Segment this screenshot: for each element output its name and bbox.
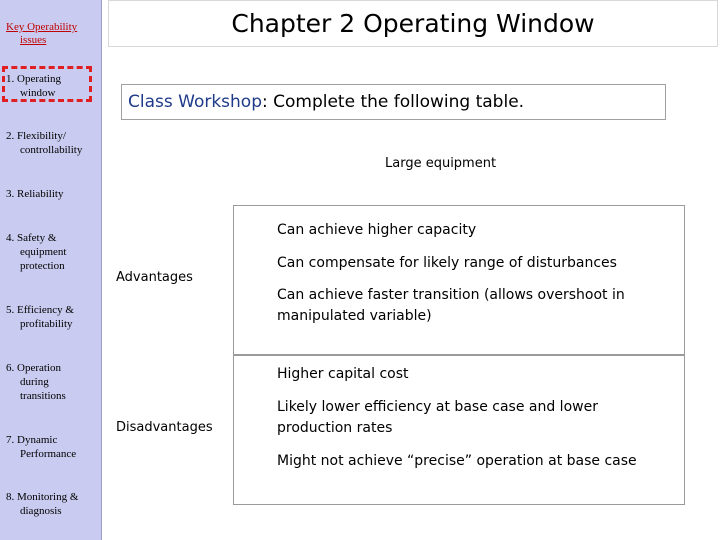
table-column-header: Large equipment — [385, 156, 497, 171]
sidebar-item-label-cont: diagnosis — [20, 505, 62, 517]
sidebar-item-dynamic-performance[interactable] — [6, 433, 76, 461]
sidebar-item-efficiency[interactable] — [6, 303, 74, 331]
sidebar-item-label-cont: controllability — [20, 144, 83, 156]
sidebar — [0, 0, 102, 540]
sidebar-item-safety[interactable] — [6, 231, 66, 273]
sidebar-item-label: 5. Efficiency & — [6, 304, 74, 316]
sidebar-item-label-cont: window — [20, 87, 56, 99]
sidebar-item-label-cont: profitability — [20, 318, 73, 330]
sidebar-item-label: 6. Operation — [6, 362, 61, 374]
sidebar-item-label-cont2: protection — [20, 260, 65, 272]
sidebar-item-label: 8. Monitoring & — [6, 491, 79, 503]
advantage-item: Can achieve higher capacity — [277, 222, 477, 238]
sidebar-item-transitions[interactable] — [6, 361, 66, 403]
sidebar-item-label-cont: equipment — [20, 246, 67, 258]
sidebar-item-monitoring[interactable] — [6, 490, 78, 518]
sidebar-item-flexibility[interactable] — [6, 129, 82, 157]
sidebar-item-label-cont: Performance — [20, 448, 77, 460]
disadvantages-label: Disadvantages — [116, 420, 213, 435]
sidebar-item-label-cont: during — [20, 376, 49, 388]
sidebar-item-label: 7. Dynamic — [6, 434, 58, 446]
disadvantage-item: Might not achieve “precise” operation at base case — [277, 453, 637, 469]
sidebar-item-label: 3. Reliability — [6, 188, 64, 200]
sidebar-title-line1: Key Operability — [6, 21, 78, 33]
disadvantage-item: Likely lower efficiency at base case and lower production rates — [277, 399, 598, 436]
disadvantage-item: Higher capital cost — [277, 366, 409, 382]
workshop-prompt — [121, 84, 666, 120]
workshop-highlight: Class Workshop — [128, 92, 262, 112]
sidebar-item-label: 1. Operating — [6, 73, 61, 85]
advantage-item: Can achieve faster transition (allows overshoot in manipulated variable) — [277, 287, 625, 324]
workshop-text: : Complete the following table. — [262, 92, 525, 112]
sidebar-item-label: 4. Safety & — [6, 232, 57, 244]
advantages-label: Advantages — [116, 270, 193, 285]
sidebar-title — [6, 21, 77, 47]
sidebar-item-label: 2. Flexibility/ — [6, 130, 66, 142]
sidebar-item-reliability[interactable] — [6, 187, 63, 201]
sidebar-title-line2: issues — [20, 34, 47, 46]
advantage-item: Can compensate for likely range of disturbances — [277, 255, 617, 271]
page-title-box — [108, 0, 718, 47]
sidebar-item-operating-window[interactable] — [6, 72, 61, 100]
page-title: Chapter 2 Operating Window — [231, 9, 595, 38]
sidebar-item-label-cont2: transitions — [20, 390, 66, 402]
